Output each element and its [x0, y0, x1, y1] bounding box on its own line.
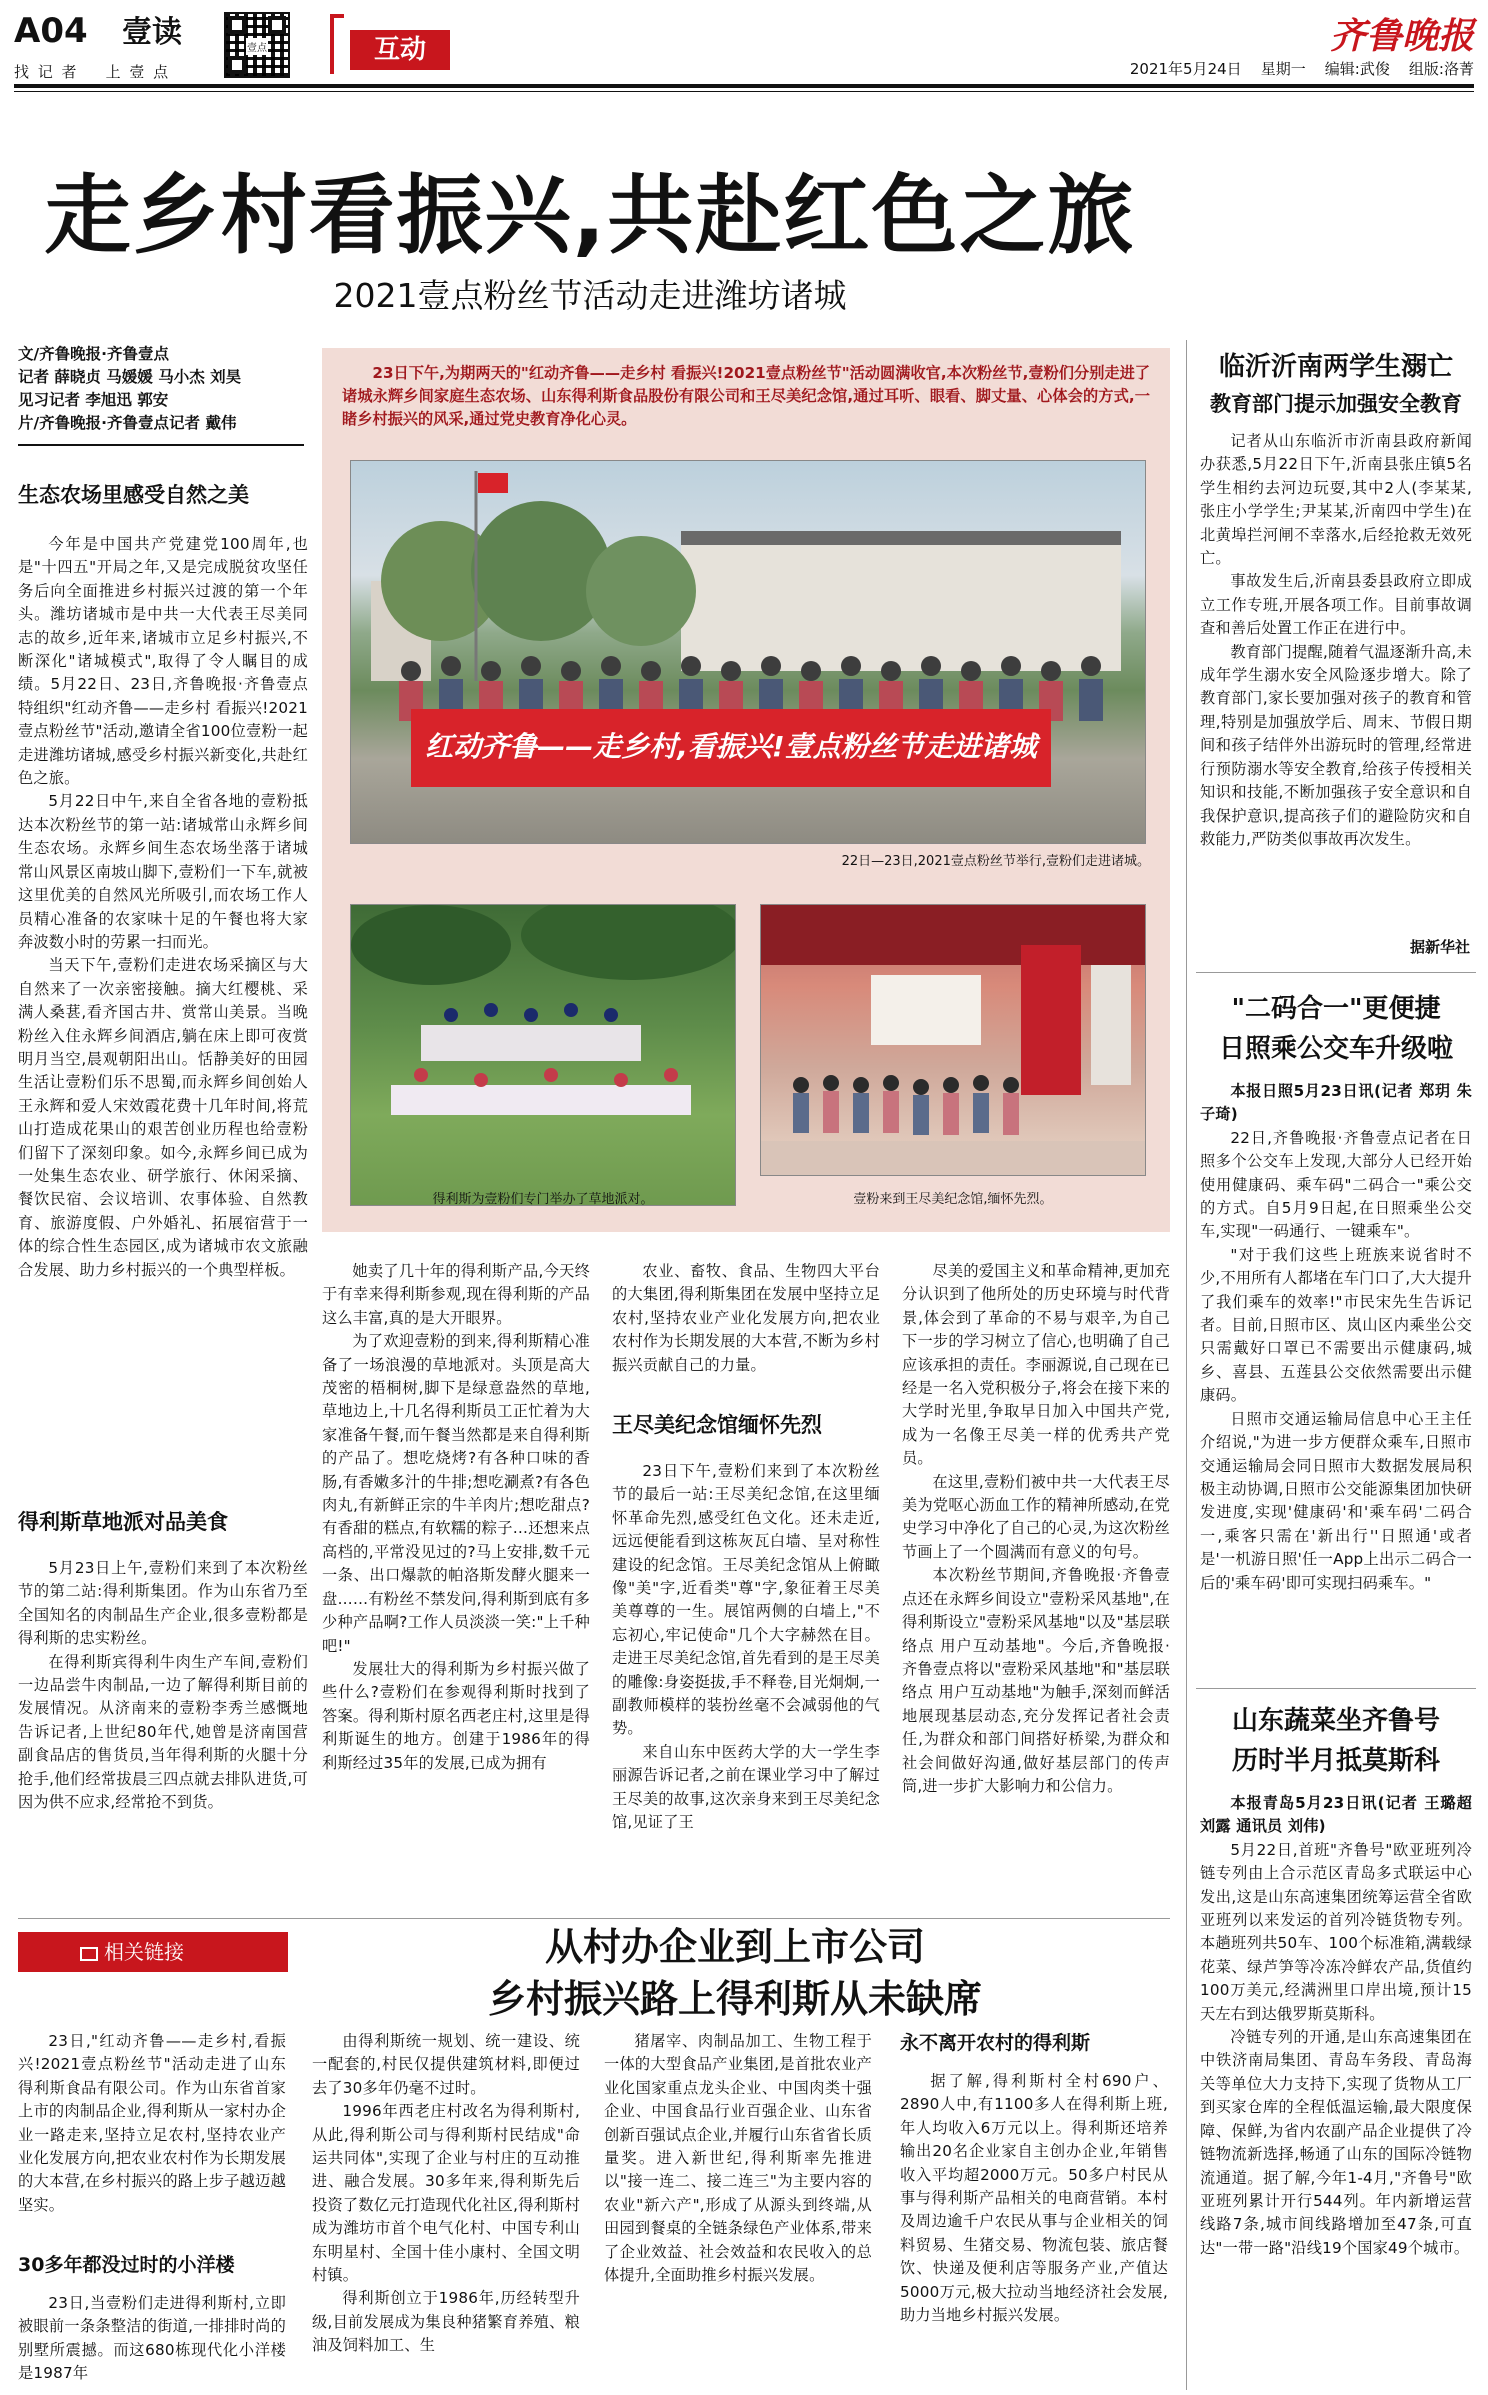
- related-title-houses: 30多年都没过时的小洋楼: [18, 2254, 235, 2276]
- header-rule: [14, 84, 1474, 88]
- related-column-1: [18, 2030, 286, 2246]
- paragraph: 冷链专列的开通,是山东高速集团在中铁济南局集团、青岛车务段、青岛海关等单位大力支持下,实现了货物从工厂到买家仓库的全程低温运输,最大限度保障、保鲜,为省内农副产品企业提供了冷链物流新选择,畅通了山东的国际冷链物流通道。据了解,今年1-4月,"齐鲁号"欧亚班列累计开行544列。年内新增运营线路7条,城市间线路增加至47条,可直达"一带一路"沿线19个国家49个城市。: [1200, 2028, 1472, 2257]
- qr-label: 壹点: [246, 38, 268, 55]
- paragraph: 在这里,壹粉们被中共一大代表王尽美为党呕心沥血工作的精神所感动,在党史学习中净化了自己的心灵,为这次粉丝节画上了一个圆满而有意义的句号。: [902, 1472, 1170, 1561]
- paragraph: 当天下午,壹粉们走进农场采摘区与大自然来了一次亲密接触。摘大红樱桃、采满人桑葚,看齐国古井、赏常山美景。当晚粉丝入住永辉乡间酒店,躺在床上即可夜赏明月当空,晨观朝阳出山。恬静美好的田园生活让壹粉们乐不思蜀,而永辉乡间创始人王永辉和爱人宋效霞花费十几年时间,将荒山打造成花果山的艰苦创业历程也给壹粉们留下了深刻印象。如今,永辉乡间已成为一处集生态农业、研学旅行、休闲采摘、餐饮民宿、会议培训、农事体验、自然教育、旅游度假、户外婚礼、拓展宿营于一体的综合性生态园区,成为诸城市农文旅融合发展、助力乡村振兴的一个典型样板。: [18, 956, 308, 1279]
- article-column-2: [322, 1260, 590, 1908]
- lawn-party-caption: 得利斯为壹粉们专门举办了草地派对。: [432, 1192, 654, 1207]
- byline-line: 记者 薛晓贞 马媛媛 马小杰 刘昊: [18, 368, 242, 386]
- right-article-3-body: [1200, 1792, 1472, 2388]
- related-headline-1: 从村办企业到上市公司: [544, 1925, 925, 1969]
- paragraph: 23日,"红动齐鲁——走乡村,看振兴!2021壹点粉丝节"活动走进了山东得利斯食品有限公司。作为山东省首家上市的肉制品企业,得利斯从一家村办企业一路走来,坚持立足农村,坚持农业产业化发展方向,把农业农村作为长期发展的大本营,在乡村振兴的路上步子越迈越坚实。: [18, 2032, 286, 2214]
- channel-bracket-icon: [330, 14, 344, 74]
- article-column-1b: [18, 1557, 308, 1907]
- paragraph: 得利斯创立于1986年,历经转型升级,目前发展成为集良种猪繁育养殖、粮油及饲料加工、生: [312, 2289, 580, 2355]
- right-article-3-title: 山东蔬菜坐齐鲁号: [1231, 1706, 1440, 1736]
- group-photo[interactable]: [350, 460, 1146, 844]
- paragraph: 据了解,得利斯村全村690户、2890人中,有1100多人在得利斯上班,年人均收入6万元以上。得利斯还培养输出20名企业家自主创办企业,年销售收入平均超2000万元。50多户村民从事与得利斯产品相关的电商营销。本村及周边逾千户农民从事与企业相关的饲料贸易、生猪交易、物流包装、旅店餐饮、快递及便利店等服务产业,产值达5000万元,极大拉动当地经济社会发展,助力当地乡村振兴发展。: [900, 2072, 1168, 2325]
- related-column-4: [900, 2070, 1168, 2386]
- byline: [18, 343, 312, 435]
- group-photo-caption: 22日—23日,2021壹点粉丝节举行,壹粉们走进诸城。: [841, 854, 1150, 869]
- right-article-2-subtitle: 日照乘公交车升级啦: [1218, 1034, 1453, 1064]
- paragraph: [1200, 1080, 1472, 1127]
- photo-lead: 23日下午,为期两天的"红动齐鲁——走乡村 看振兴!2021壹点粉丝节"活动圆满收官,本次粉丝节,壹粉们分别走进了诸城永辉乡间家庭生态农场、山东得利斯食品股份有限公司和王尽美纪念馆,通过耳听、眼看、脚丈量、心体会的方式,一睹乡村振兴的风采,通过党史教育净化心灵。: [342, 364, 1150, 428]
- paragraph: 今年是中国共产党建党100周年,也是"十四五"开局之年,又是完成脱贫攻坚任务后向全面推进乡村振兴过渡的第一个年头。潍坊诸城市是中共一大代表王尽美同志的故乡,近年来,诸城市立足乡村振兴,不断深化"诸城模式",取得了令人瞩目的成绩。5月22日、23日,齐鲁晚报·齐鲁壹点特组织"红动齐鲁——走乡村 看振兴!2021壹点粉丝节"活动,邀请全省100位壹粉一起走进潍坊诸城,感受乡村振兴新变化,共赴红色之旅。: [18, 535, 308, 788]
- memorial-hall-photo[interactable]: [760, 904, 1146, 1176]
- paragraph: 发展壮大的得利斯为乡村振兴做了些什么?壹粉们在参观得利斯时找到了答案。得利斯村原名西老庄村,这里是得利斯诞生的地方。创建于1986年的得利斯经过35年的发展,已成为拥有: [322, 1659, 590, 1772]
- byline-line: 文/齐鲁晚报·齐鲁壹点: [18, 345, 170, 363]
- right-article-3-subtitle: 历时半月抵莫斯科: [1231, 1746, 1440, 1776]
- right-rule-2: [1196, 1688, 1476, 1689]
- group-photo-illustration: [351, 461, 1146, 844]
- related-tag-label: 相关链接: [104, 1940, 184, 1964]
- section-title-farm: 生态农场里感受自然之美: [18, 483, 249, 507]
- right-article-1-body: [1200, 430, 1472, 926]
- dateline: 2021年5月24日 星期一 编辑:武俊 组版:洛菁: [1129, 60, 1474, 78]
- article-column-1: [18, 533, 308, 1483]
- related-title-village: 永不离开农村的得利斯: [900, 2032, 1091, 2054]
- right-article-1-subtitle: 教育部门提示加强安全教育: [1210, 392, 1462, 416]
- related-column-2: [312, 2030, 580, 2386]
- paragraph: 由得利斯统一规划、统一建设、统一配套的,村民仅提供建筑材料,即便过去了30多年仍毫不过时。: [312, 2032, 580, 2097]
- right-article-2-title: "二码合一"更便捷: [1231, 994, 1441, 1024]
- related-top-rule: [18, 1918, 1170, 1919]
- dateline-lead: 本报日照5月23日讯(记者 郑玥 朱子琦): [1200, 1082, 1472, 1124]
- byline-line: 见习记者 李旭迅 郭安: [18, 391, 169, 409]
- paragraph: 1996年西老庄村改名为得利斯村,从此,得利斯公司与得利斯村民结成"命运共同体",实现了企业与村庄的互动推进、融合发展。30多年来,得利斯先后投资了数亿元打造现代化社区,得利斯村成为潍坊市首个电气化村、中国专利山东明星村、全国十佳小康村、全国文明村镇。: [312, 2102, 580, 2285]
- paragraph: 日照市交通运输局信息中心王主任介绍说,"为进一步方便群众乘车,日照市交通运输局会同日照市大数据发展局积极主动协调,日照市公交能源集团加快研发进度,实现'健康码'和'乘车码'二码合一,乘客只需在'新出行''日照通'或者是'一机游日照'任一App上出示二码合一后的'乘车码'即可实现扫码乘车。": [1200, 1409, 1472, 1592]
- main-subhead: 2021壹点粉丝节活动走进潍坊诸城: [333, 276, 847, 315]
- lawn-party-photo[interactable]: [350, 904, 736, 1206]
- byline-rule: [18, 444, 304, 446]
- paragraph: 23日,当壹粉们走进得利斯村,立即被眼前一条条整洁的街道,一排排时尚的别墅所震撼。而这680栋现代化小洋楼是1987年: [18, 2294, 286, 2383]
- article-column-3: [612, 1260, 880, 1378]
- paragraph: 来自山东中医药大学的大一学生李丽源告诉记者,之前在课业学习中了解过王尽美的故事,这次亲身来到王尽美纪念馆,见证了王: [612, 1742, 880, 1832]
- paragraph: 22日,齐鲁晚报·齐鲁壹点记者在日照多个公交车上发现,大部分人已经开始使用健康码、乘车码"二码合一"乘公交的方式。自5月9日起,在日照乘坐公交车,实现"一码通行、一键乘车"。: [1200, 1128, 1472, 1241]
- byline-line: 片/齐鲁晚报·齐鲁壹点记者 戴伟: [18, 414, 237, 432]
- paragraph: 23日下午,壹粉们来到了本次粉丝节的最后一站:王尽美纪念馆,在这里缅怀革命先烈,感受红色文化。还未走近,远远便能看到这栋灰瓦白墙、呈对称性建设的纪念馆。王尽美纪念馆从上俯瞰像"美"字,近看类"尊"字,象征着王尽美美尊尊的一生。展馆两侧的白墙上,"不忘初心,牢记使命"几个大字赫然在目。走进王尽美纪念馆,首先看到的是王尽美的雕像:身姿挺拔,手不释卷,目光炯炯,一副教师模样的装扮丝毫不会减弱他的气势。: [612, 1462, 880, 1738]
- paragraph: 5月22日中午,来自全省各地的壹粉抵达本次粉丝节的第一站:诸城常山永辉乡间生态农场。永辉乡间生态农场坐落于诸城常山风景区南坡山脚下,壹粉们一下车,就被这里优美的自然风光所吸引,而农场工作人员精心准备的农家味十足的午餐也将大家奔波数小时的劳累一扫而光。: [18, 792, 308, 951]
- paragraph: 5月22日,首班"齐鲁号"欧亚班列冷链专列由上合示范区青岛多式联运中心发出,这是山东高速集团统筹运营全省欧亚班列以来发运的首列冷链货物专列。本趟班列共50车、100个标准箱,满载绿花菜、绿芦笋等冷冻冷鲜农产品,货值约100万美元,经满洲里口岸出境,预计15天左右到达俄罗斯莫斯科。: [1200, 1840, 1472, 2023]
- section-title-party: 得利斯草地派对品美食: [18, 1510, 228, 1534]
- memorial-hall-caption: 壹粉来到王尽美纪念馆,缅怀先烈。: [853, 1192, 1053, 1207]
- related-headline-2: 乡村振兴路上得利斯从未缺席: [487, 1977, 982, 2021]
- sub-links[interactable]: 找 记 者 上 壹 点: [14, 63, 171, 81]
- related-column-3: [604, 2030, 872, 2386]
- paragraph: 为了欢迎壹粉的到来,得利斯精心准备了一场浪漫的草地派对。头顶是高大茂密的梧桐树,脚下是绿意盎然的草地,草地边上,十几名得利斯员工正忙着为大家准备午餐,而午餐当然都是来自得利斯的产品了。想吃烧烤?有各种口味的香肠,有香嫩多汁的牛排;想吃涮煮?有各色肉丸,有新鲜正宗的牛羊肉片;想吃甜点?有香甜的糕点,有软糯的粽子…还想来点高档的,平常没见过的?马上安排,数千元一条、出口爆款的帕洛斯发酵火腿来一盘……有粉丝不禁发问,得利斯到底有多少种产品啊?工作人员淡淡一笑:"上千种吧!": [322, 1332, 590, 1655]
- paragraph: 事故发生后,沂南县委县政府立即成立工作专班,开展各项工作。目前事故调查和善后处置工作正在进行中。: [1200, 572, 1472, 638]
- paragraph: 猪屠宰、肉制品加工、生物工程于一体的大型食品产业集团,是首批农业产业化国家重点龙头企业、中国肉类十强企业、中国食品行业百强企业、山东省创新百强试点企业,并履行山东省省长质量奖。进入新世纪,得利斯率先推进以"接一连二、接二连三"为主要内容的农业"新六产",形成了从源头到终端,从田园到餐桌的全链条绿色产业体系,带来了企业效益、社会效益和农民收入的总体提升,全面助推乡村振兴发展。: [604, 2032, 872, 2285]
- channel-tag[interactable]: 互动: [350, 30, 450, 70]
- section-name: 壹读: [122, 15, 182, 50]
- main-headline: 走乡村看振兴,共赴红色之旅: [44, 166, 1136, 266]
- paragraph: 记者从山东临沂市沂南县政府新闻办获悉,5月22日下午,沂南县张庄镇5名学生相约去河边玩耍,其中2人(李某某,张庄小学学生;尹某某,沂南四中学生)在北黄埠拦河闸不幸落水,后经抢救无效死亡。: [1200, 432, 1472, 568]
- link-icon: [80, 1947, 98, 1961]
- section-title-memorial: 王尽美纪念馆缅怀先烈: [612, 1413, 822, 1437]
- newspaper-logo[interactable]: 齐鲁晚报: [1329, 15, 1474, 57]
- right-article-1-title: 临沂沂南两学生溺亡: [1218, 352, 1453, 382]
- article-column-3b: [612, 1460, 880, 1908]
- right-divider: [1186, 340, 1187, 2390]
- dateline-lead: 本报青岛5月23日讯(记者 王璐超 刘露 通讯员 刘伟): [1200, 1794, 1472, 1836]
- paragraph: 教育部门提醒,随着气温逐渐升高,未成年学生溺水安全风险逐步增大。除了教育部门,家长要加强对孩子的教育和管理,特别是加强放学后、周末、节假日期间和孩子结伴外出游玩时的管理,经常进行预防溺水等安全教育,给孩子传授相关知识和技能,不断加强孩子安全意识和自我保护意识,提高孩子们的避险防灾和自救能力,严防类似事故再次发生。: [1200, 642, 1472, 848]
- memorial-hall-illustration: [761, 905, 1146, 1176]
- lawn-party-illustration: [351, 905, 736, 1206]
- qr-code-icon[interactable]: [224, 12, 290, 78]
- right-rule-1: [1196, 972, 1476, 973]
- banner-text: 红动齐鲁——走乡村,看振兴!壹点粉丝节走进诸城: [425, 730, 1037, 763]
- paragraph: 尽美的爱国主义和革命精神,更加充分认识到了他所处的历史环境与时代背景,体会到了革命的不易与艰辛,为自己下一步的学习树立了信心,也明确了自己应该承担的责任。李丽源说,自己现在已经是一名入党积极分子,将会在接下来的大学时光里,争取早日加入中国共产党,成为一名像王尽美一样的优秀共产党员。: [902, 1262, 1170, 1468]
- right-article-2-body: [1200, 1080, 1472, 1670]
- paragraph: 农业、畜牧、食品、生物四大平台的大集团,得利斯集团在发展中坚持立足农村,坚持农业产业化发展方向,把农业农村作为长期发展的大本营,不断为乡村振兴贡献自己的力量。: [612, 1262, 880, 1374]
- paragraph: "对于我们这些上班族来说省时不少,不用所有人都堵在车门口了,大大提升了我们乘车的效率!"市民宋先生告诉记者。目前,日照市区、岚山区内乘坐公交只需戴好口罩已不需要出示健康码,城乡、喜县、五莲县公交依然需要出示健康码。: [1200, 1245, 1472, 1405]
- paragraph: 本次粉丝节期间,齐鲁晚报·齐鲁壹点还在永辉乡间设立"壹粉采风基地",在得利斯设立"壹粉采风基地"以及"基层联络点 用户互动基地"。今后,齐鲁晚报·齐鲁壹点将以"壹粉采风基地"和"基层联络点 用户互动基地"为触手,深刻而鲜活地展现基层动态,充分发挥记者社会责任,为群众和部门间搭好桥梁,为群众和社会间做好沟通,做好基层部门的传声筒,进一步扩大影响力和公信力。: [902, 1566, 1170, 1795]
- related-column-1b: [18, 2292, 286, 2386]
- page-number: A04: [14, 11, 88, 51]
- related-tag[interactable]: [18, 1932, 288, 1972]
- right-article-1-source: 据新华社: [1409, 938, 1470, 956]
- article-column-4: [902, 1260, 1170, 1908]
- paragraph: [1200, 1792, 1472, 1839]
- header-rule-thin: [14, 91, 1474, 92]
- paragraph: 在得利斯宾得利牛肉生产车间,壹粉们一边品尝牛肉制品,一边了解得利斯目前的发展情况。从济南来的壹粉李秀兰感慨地告诉记者,上世纪80年代,她曾是济南国营副食品店的售货员,当年得利斯的火腿十分抢手,他们经常拔晨三四点就去排队进货,可因为供不应求,经常抢不到货。: [18, 1652, 308, 1812]
- paragraph: 5月23日上午,壹粉们来到了本次粉丝节的第二站:得利斯集团。作为山东省乃至全国知名的肉制品生产企业,很多壹粉都是得利斯的忠实粉丝。: [18, 1559, 308, 1648]
- paragraph: 她卖了几十年的得利斯产品,今天终于有幸来得利斯参观,现在得利斯的产品这么丰富,真的是大开眼界。: [322, 1262, 590, 1327]
